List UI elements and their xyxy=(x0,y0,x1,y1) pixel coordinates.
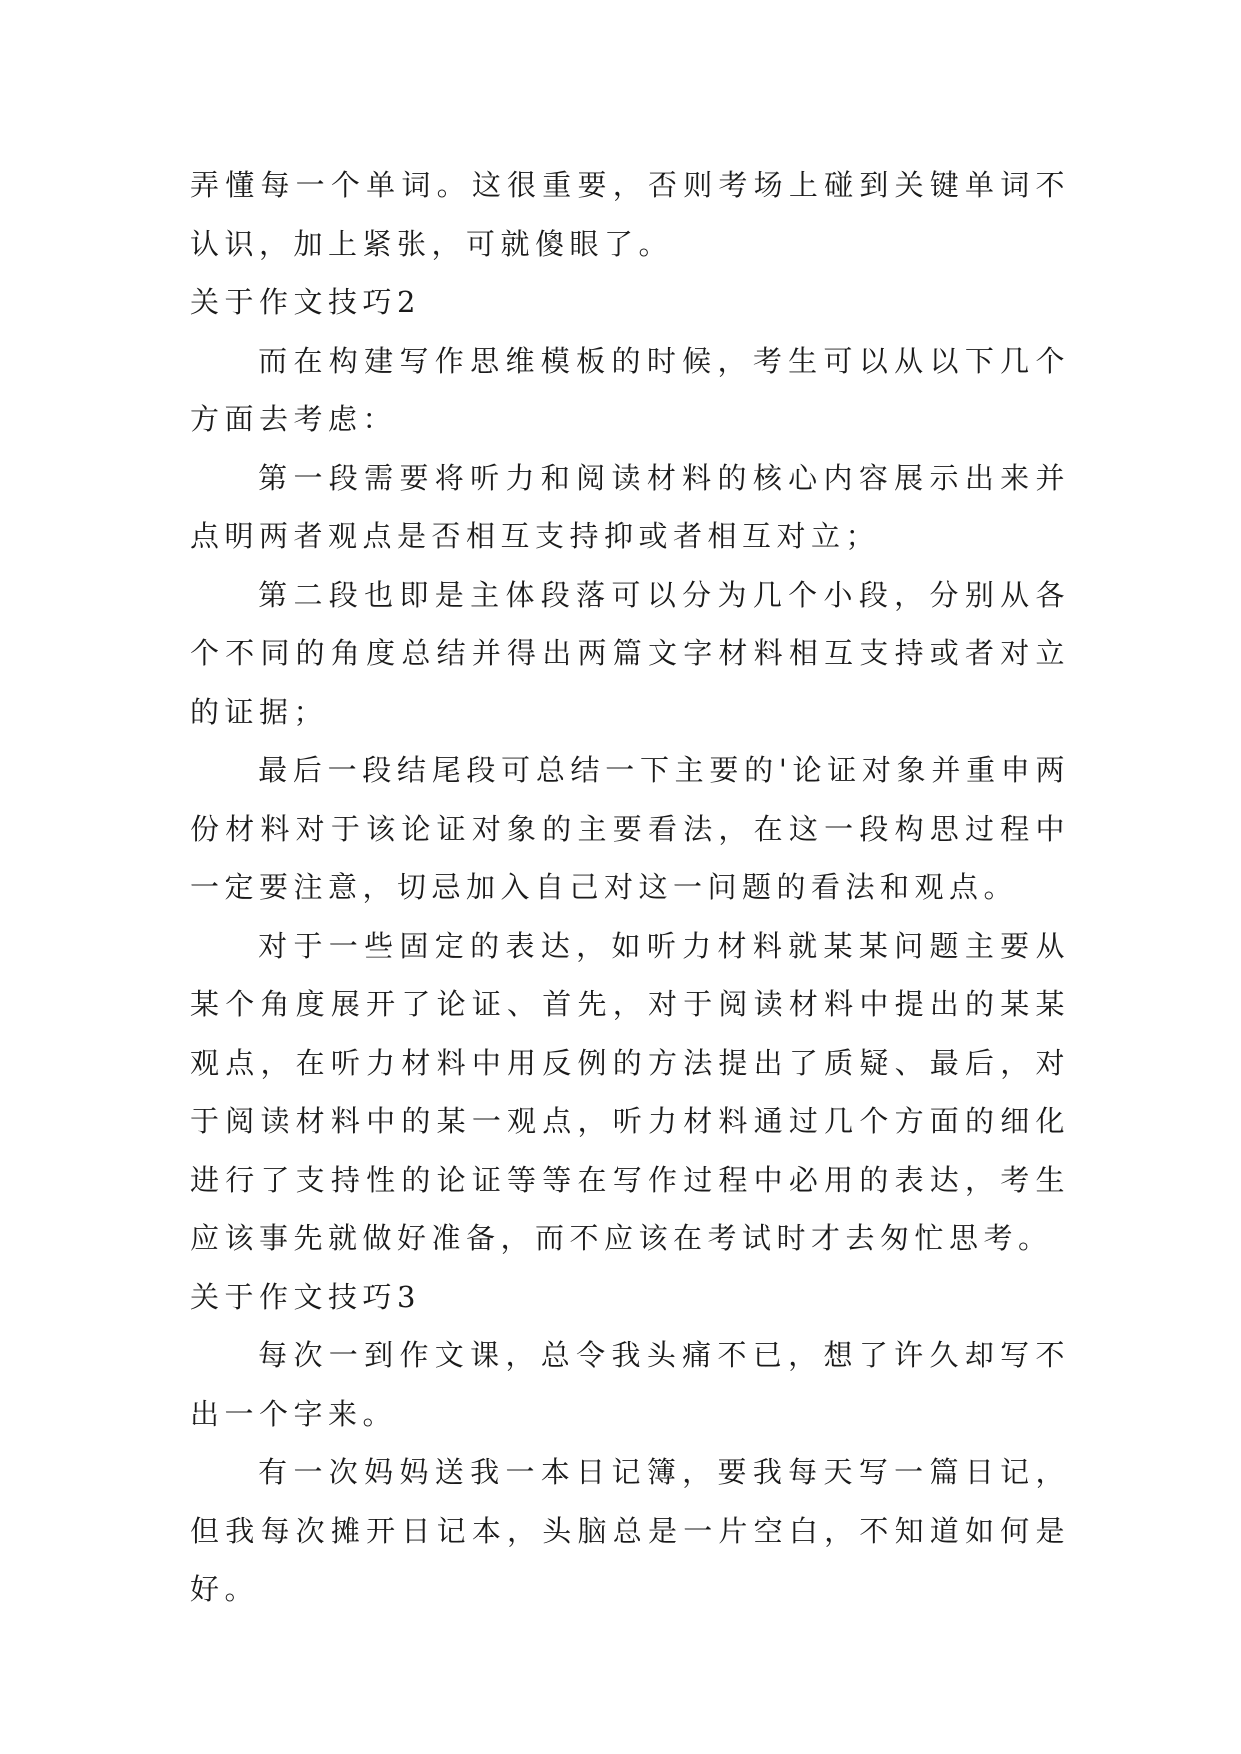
paragraph: 最后一段结尾段可总结一下主要的'论证对象并重申两份材料对于该论证对象的主要看法，在这一段构思过程中一定要注意，切忌加入自己对这一问题的看法和观点。 xyxy=(190,753,1070,904)
paragraph: 每次一到作文课，总令我头痛不已，想了许久却写不出一个字来。 xyxy=(190,1338,1070,1431)
paragraph: 第一段需要将听力和阅读材料的核心内容展示出来并点明两者观点是否相互支持抑或者相互对立； xyxy=(190,460,1070,553)
paragraph: 对于一些固定的表达，如听力材料就某某问题主要从某个角度展开了论证、首先，对于阅读材料中提出的某某观点，在听力材料中用反例的方法提出了质疑、最后，对于阅读材料中的某一观点，听力材料通过几个方面的细化进行了支持性的论证等等在写作过程中必用的表达，考生应该事先就做好准备，而不应该在考试时才去匆忙思考。 xyxy=(190,928,1070,1255)
paragraph: 有一次妈妈送我一本日记簿，要我每天写一篇日记，但我每次摊开日记本，头脑总是一片空白，不知道如何是好。 xyxy=(190,1455,1070,1606)
paragraph-continuation: 弄懂每一个单词。这很重要，否则考场上碰到关键单词不认识，加上紧张，可就傻眼了。 xyxy=(190,168,1070,261)
paragraph: 第二段也即是主体段落可以分为几个小段，分别从各个不同的角度总结并得出两篇文字材料相互支持或者对立的证据； xyxy=(190,577,1070,729)
paragraph: 而在构建写作思维模板的时候，考生可以从以下几个方面去考虑： xyxy=(190,343,1070,436)
section-heading-3: 关于作文技巧3 xyxy=(190,1279,421,1314)
section-heading-2: 关于作文技巧2 xyxy=(190,285,421,319)
document-body xyxy=(190,156,1070,1619)
